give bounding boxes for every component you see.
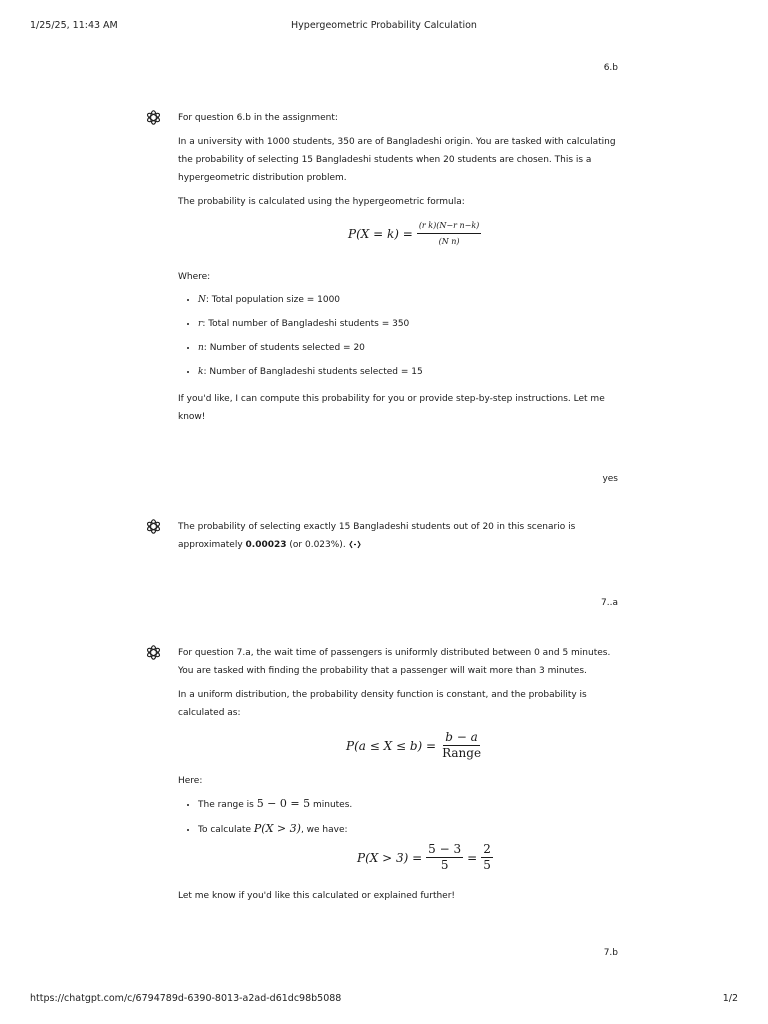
formula-lhs: P(a ≤ X ≤ b) =	[346, 738, 437, 753]
paragraph: For question 7.a, the wait time of passengers is uniformly distributed between 0 and 5 minutes. You are tasked with finding the probability that a passenger will wait more than 3 minutes.	[178, 648, 611, 676]
variable: k	[198, 367, 204, 377]
uniform-formula	[346, 731, 487, 760]
variable-list	[178, 288, 628, 384]
variable-desc: : Total population size = 1000	[205, 295, 341, 305]
result-formula	[357, 843, 497, 872]
list-text: , we have:	[300, 825, 348, 835]
openai-logo-icon	[145, 109, 162, 126]
variable-desc: : Number of Bangladeshi students selected = 15	[203, 367, 423, 377]
variable: N	[198, 295, 206, 305]
list-item	[198, 312, 628, 336]
page-title: Hypergeometric Probability Calculation	[291, 20, 477, 31]
user-message: 6.b	[603, 63, 618, 73]
formula-fraction	[481, 843, 493, 872]
print-datetime: 1/25/25, 11:43 AM	[30, 20, 118, 31]
variable: n	[198, 343, 204, 353]
formula-numerator: b − a	[445, 730, 478, 744]
user-message: 7.b	[603, 948, 618, 958]
here-label: Here:	[178, 776, 203, 786]
formula-denominator: 5	[483, 858, 491, 872]
assistant-message	[178, 518, 628, 554]
formula-numerator: 2	[483, 842, 491, 856]
variable-desc: : Total number of Bangladeshi students = 350	[202, 319, 410, 329]
formula-numerator: (r k)(N−r n−k)	[417, 219, 481, 234]
assistant-message-continued	[178, 887, 628, 905]
formula-numerator: 5 − 3	[428, 842, 462, 856]
inline-math: P(X > 3)	[253, 822, 301, 835]
variable-desc: : Number of students selected = 20	[203, 343, 365, 353]
user-message: yes	[602, 474, 618, 484]
assistant-message-continued	[178, 268, 628, 426]
formula-lhs: P(X = k) =	[348, 226, 413, 241]
list-item	[198, 288, 628, 312]
formula-denominator: 5	[440, 858, 449, 872]
inline-math: 5 − 0 = 5	[256, 797, 311, 810]
list-item	[198, 792, 628, 817]
formula-fraction	[417, 219, 481, 248]
list-text: To calculate	[198, 825, 254, 835]
paragraph: The probability is calculated using the hypergeometric formula:	[178, 197, 465, 207]
answer-text: (or 0.023%).	[286, 540, 346, 550]
answer-text: The probability of selecting exactly 15 Bangladeshi students out of 20 in this scenario is approximately	[178, 522, 576, 550]
assistant-message	[178, 644, 628, 722]
list-text: The range is	[198, 800, 257, 810]
paragraph: Let me know if you'd like this calculated or explained further!	[178, 891, 456, 901]
page-number: 1/2	[722, 993, 738, 1004]
formula-denominator: Range	[442, 746, 482, 760]
list-item	[198, 336, 628, 360]
paragraph: If you'd like, I can compute this probability for you or provide step-by-step instructions. Let me know!	[178, 394, 605, 422]
assistant-message	[178, 109, 628, 211]
list-item	[198, 817, 628, 842]
paragraph: In a university with 1000 students, 350 are of Bangladeshi origin. You are tasked with calculating the probability of selecting 15 Bangladeshi students when 20 students are chosen. This is a hypergeometric distribution problem.	[178, 137, 616, 183]
list-text: minutes.	[310, 800, 353, 810]
code-citation-icon[interactable]	[349, 540, 361, 549]
variable: r	[198, 319, 203, 329]
paragraph	[178, 518, 628, 554]
hypergeometric-formula	[348, 219, 485, 248]
equals-sign: =	[467, 850, 478, 865]
where-label: Where:	[178, 272, 211, 282]
paragraph: In a uniform distribution, the probability density function is constant, and the probability is calculated as:	[178, 690, 587, 718]
formula-fraction	[440, 731, 483, 760]
list-item	[198, 360, 628, 384]
assistant-message-continued	[178, 772, 628, 842]
openai-logo-icon	[145, 518, 162, 535]
formula-denominator: (N n)	[438, 237, 460, 246]
step-list	[178, 792, 628, 842]
answer-value: 0.00023	[245, 540, 287, 550]
paragraph: For question 6.b in the assignment:	[178, 113, 338, 123]
formula-lhs: P(X > 3) =	[357, 850, 423, 865]
formula-fraction	[426, 843, 463, 872]
page-url: https://chatgpt.com/c/6794789d-6390-8013-a2ad-d61dc98b5088	[30, 993, 342, 1004]
openai-logo-icon	[145, 644, 162, 661]
user-message: 7..a	[601, 598, 618, 608]
